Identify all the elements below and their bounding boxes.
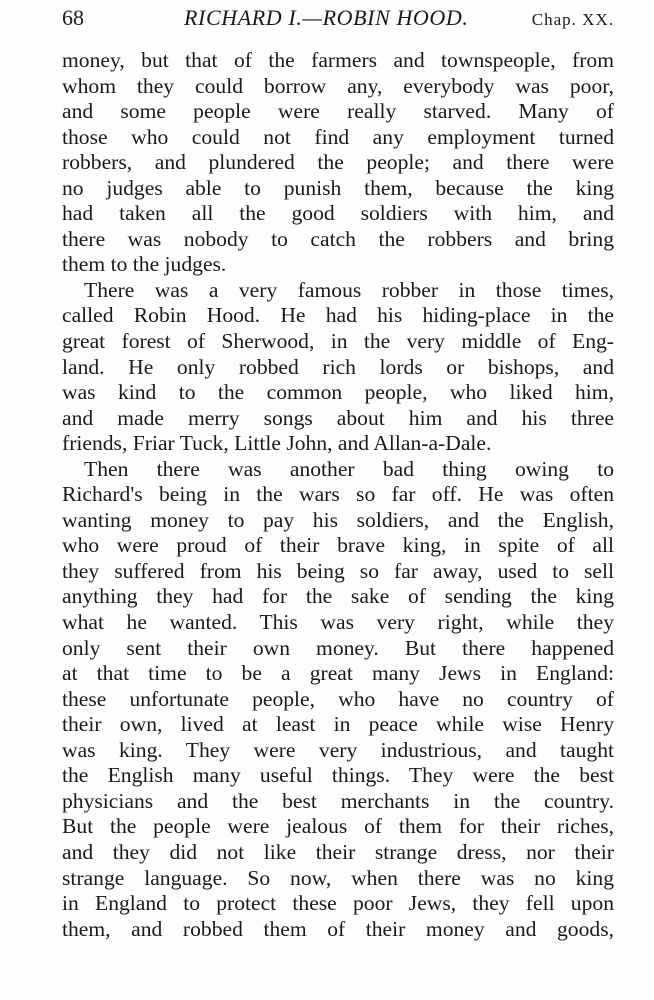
text-line: there was nobody to catch the robbers and bring	[62, 226, 614, 251]
text-line: and some people were really starved. Many of	[62, 99, 614, 124]
text-line: no judges able to punish them, because the king	[62, 175, 614, 200]
text-line: who were proud of their brave king, in spite of all	[62, 533, 614, 558]
chapter-label: Chap. XX.	[531, 10, 614, 29]
text-line: them, and robbed them of their money and goods,	[62, 916, 614, 941]
text-line: was kind to the common people, who liked him,	[62, 380, 614, 405]
text-line: was king. They were very industrious, and taught	[62, 737, 614, 762]
text-line: money, but that of the farmers and townspeople, from	[62, 48, 614, 72]
paragraph	[62, 48, 614, 278]
text-line: called Robin Hood. He had his hiding-place in the	[62, 303, 614, 328]
text-line: had taken all the good soldiers with him, and	[62, 201, 614, 226]
text-line: There was a very famous robber in those times,	[84, 277, 614, 302]
page-number: 68	[62, 5, 84, 30]
text-line: these unfortunate people, who have no country of	[62, 686, 614, 711]
text-line: physicians and the best merchants in the country.	[62, 788, 614, 813]
text-line: friends, Friar Tuck, Little John, and Allan-a-Dale.	[62, 431, 492, 456]
text-line: the English many useful things. They were the best	[62, 763, 614, 788]
text-line: strange language. So now, when there was no king	[62, 865, 614, 890]
text-line: great forest of Sherwood, in the very middle of Eng-	[62, 329, 614, 354]
page-header	[62, 6, 614, 40]
text-line: and made merry songs about him and his three	[62, 405, 614, 430]
text-line: robbers, and plundered the people; and there were	[62, 150, 614, 175]
text-line: they suffered from his being so far away, used to sell	[62, 558, 614, 583]
text-line: But the people were jealous of them for their riches,	[62, 814, 614, 839]
text-line: anything they had for the sake of sending the king	[62, 584, 614, 609]
text-line: whom they could borrow any, everybody was poor,	[62, 73, 614, 98]
text-line: those who could not find any employment turned	[62, 124, 614, 149]
paragraph	[62, 278, 614, 457]
body-text	[62, 48, 614, 942]
text-line: in England to protect these poor Jews, they fell upon	[62, 891, 614, 916]
text-line: Then there was another bad thing owing to	[84, 456, 614, 481]
text-line: at that time to be a great many Jews in England:	[62, 661, 614, 686]
paragraph	[62, 457, 614, 942]
text-line: and they did not like their strange dress, nor their	[62, 839, 614, 864]
text-line: their own, lived at least in peace while wise Henry	[62, 712, 614, 737]
text-line: what he wanted. This was very right, while they	[62, 610, 614, 635]
running-title: RICHARD I.—ROBIN HOOD.	[184, 5, 469, 30]
text-line: them to the judges.	[62, 252, 227, 277]
text-line: Richard's being in the wars so far off. He was often	[62, 482, 614, 507]
text-line: wanting money to pay his soldiers, and the English,	[62, 507, 614, 532]
text-line: only sent their own money. But there happened	[62, 635, 614, 660]
text-line: land. He only robbed rich lords or bishops, and	[62, 354, 614, 379]
